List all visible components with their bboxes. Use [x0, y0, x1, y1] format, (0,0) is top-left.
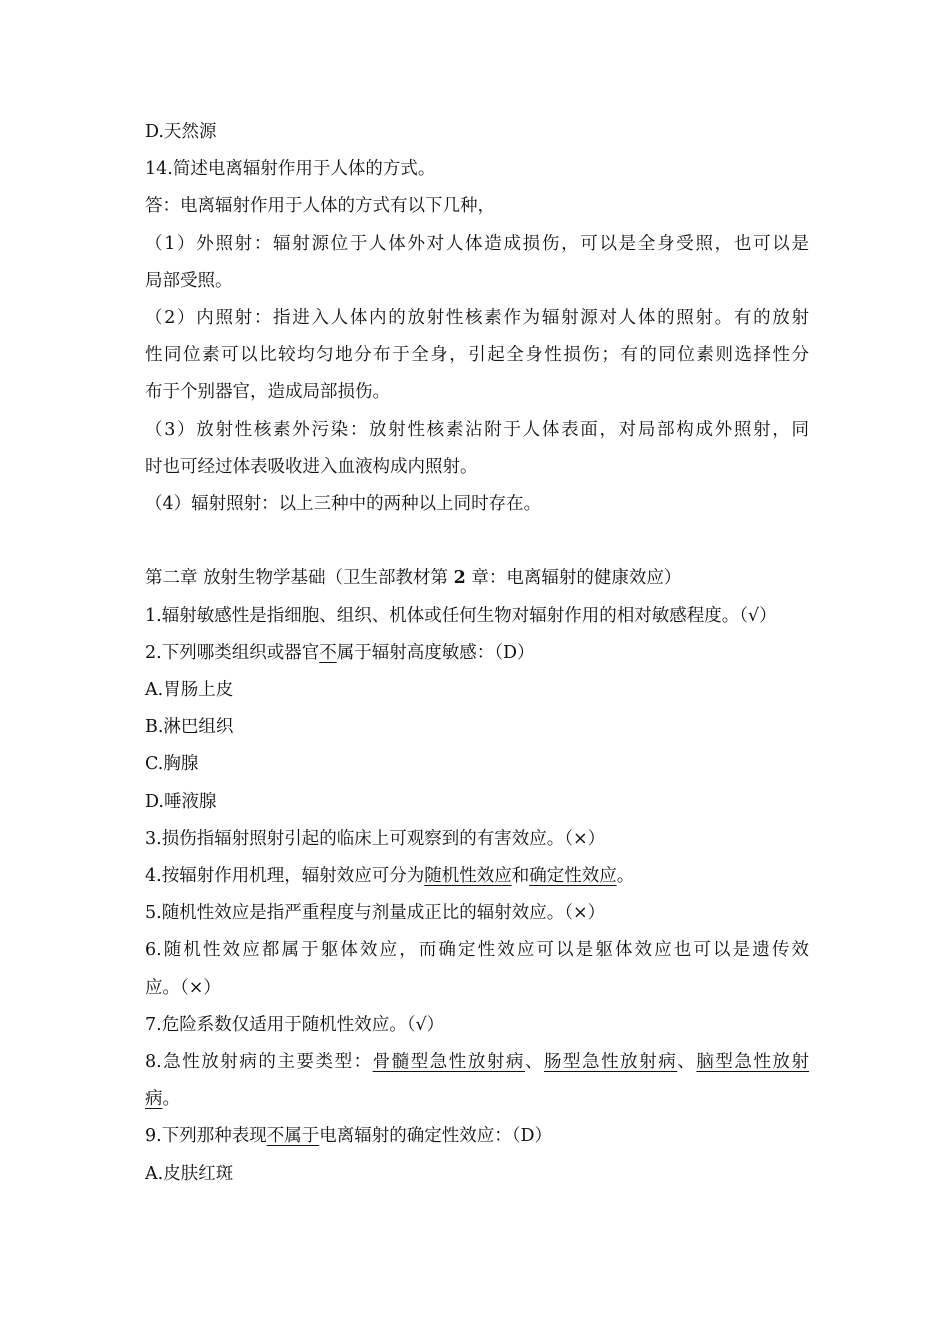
q14-item2-line1: （2）内照射：指进入人体内的放射性核素作为辐射源对人体的照射。有的放射: [145, 308, 809, 329]
ch2-q2-pre: 2.下列哪类组织或器官: [145, 642, 320, 663]
ch2-q5: 5.随机性效应是指严重程度与剂量成正比的辐射效应。（×）: [145, 903, 606, 924]
q14-item3-line1: （3）放射性核素外污染：放射性核素沾附于人体表面，对局部构成外照射，同: [145, 419, 809, 440]
ch2-q9-underlined: 不属于: [266, 1126, 320, 1147]
ch2-q4-answer2: 确定性效应: [529, 866, 617, 887]
ch2-q3: 3.损伤指辐射照射引起的临床上可观察到的有害效应。（×）: [145, 828, 606, 849]
ch2-q9-option-a: A.皮肤红斑: [145, 1163, 234, 1184]
q14-item1-line1: （1）外照射：辐射源位于人体外对人体造成损伤，可以是全身受照，也可以是: [145, 233, 809, 254]
q14-item2-line2: 性同位素可以比较均匀地分布于全身，引起全身性损伤；有的同位素则选择性分: [145, 345, 809, 366]
q13-option-d: D.天然源: [145, 122, 217, 142]
chapter2-heading-post: 章：电离辐射的健康效应）: [465, 568, 682, 589]
ch2-q8-sep2: 、: [677, 1052, 697, 1073]
ch2-q7: 7.危险系数仅适用于随机性效应。（√）: [145, 1014, 445, 1035]
ch2-q2-underlined: 不: [319, 642, 337, 663]
ch2-q8-line2: [145, 1081, 809, 1118]
ch2-q8-answer3-part2: 病: [145, 1089, 163, 1110]
ch2-q8-answer1: 骨髓型急性放射病: [372, 1052, 525, 1073]
chapter2-heading: [145, 560, 809, 597]
q14-item2-line3: 布于个别器官，造成局部损伤。: [145, 382, 390, 403]
q14-answer-intro: 答：电离辐射作用于人体的方式有以下几种，: [145, 196, 495, 217]
ch2-q6-line2: 应。（×）: [145, 977, 221, 998]
ch2-q8-answer2: 肠型急性放射病: [544, 1052, 678, 1073]
ch2-q2-post: 属于辐射高度敏感：（D）: [336, 642, 535, 663]
ch2-q4-pre: 4.按辐射作用机理，辐射效应可分为: [145, 866, 425, 887]
ch2-q8-post: 。: [162, 1089, 180, 1110]
ch2-q9-pre: 9.下列那种表现: [145, 1126, 267, 1147]
chapter2-heading-number: 2: [453, 568, 466, 589]
ch2-q8-sep1: 、: [524, 1052, 545, 1073]
ch2-q6-line1: 6.随机性效应都属于躯体效应，而确定性效应可以是躯体效应也可以是遗传效: [145, 940, 809, 961]
ch2-q4-post: 。: [616, 866, 635, 887]
ch2-q9: [145, 1118, 809, 1155]
ch2-q2: [145, 635, 809, 672]
chapter2-heading-pre: 第二章 放射生物学基础（卫生部教材第: [145, 568, 454, 589]
ch2-q4: [145, 858, 809, 895]
section-spacer: [145, 523, 809, 560]
document-body: [145, 114, 809, 1193]
q14-item1-line2: 局部受照。: [145, 270, 233, 291]
ch2-q4-answer1: 随机性效应: [424, 866, 512, 887]
ch2-q9-post: 电离辐射的确定性效应：（D）: [319, 1126, 552, 1147]
ch2-q8-line1: [145, 1044, 809, 1081]
q14-item4-line1: （4）辐射照射：以上三种中的两种以上同时存在。: [145, 494, 542, 515]
ch2-q4-mid: 和: [511, 866, 530, 887]
q14-item3-line2: 时也可经过体表吸收进入血液构成内照射。: [145, 456, 478, 477]
ch2-q8-pre: 8.急性放射病的主要类型：: [145, 1052, 373, 1073]
ch2-q2-option-c: C.胸腺: [145, 754, 199, 775]
ch2-q2-option-d: D.唾液腺: [145, 791, 217, 812]
ch2-q8-answer3-part1: 脑型急性放射: [696, 1052, 810, 1073]
ch2-q1: 1.辐射敏感性是指细胞、组织、机体或任何生物对辐射作用的相对敏感程度。（√）: [145, 605, 777, 626]
ch2-q2-option-a: A.胃肠上皮: [145, 680, 234, 701]
ch2-q2-option-b: B.淋巴组织: [145, 717, 234, 738]
q14-question: 14.简述电离辐射作用于人体的方式。: [145, 159, 436, 180]
